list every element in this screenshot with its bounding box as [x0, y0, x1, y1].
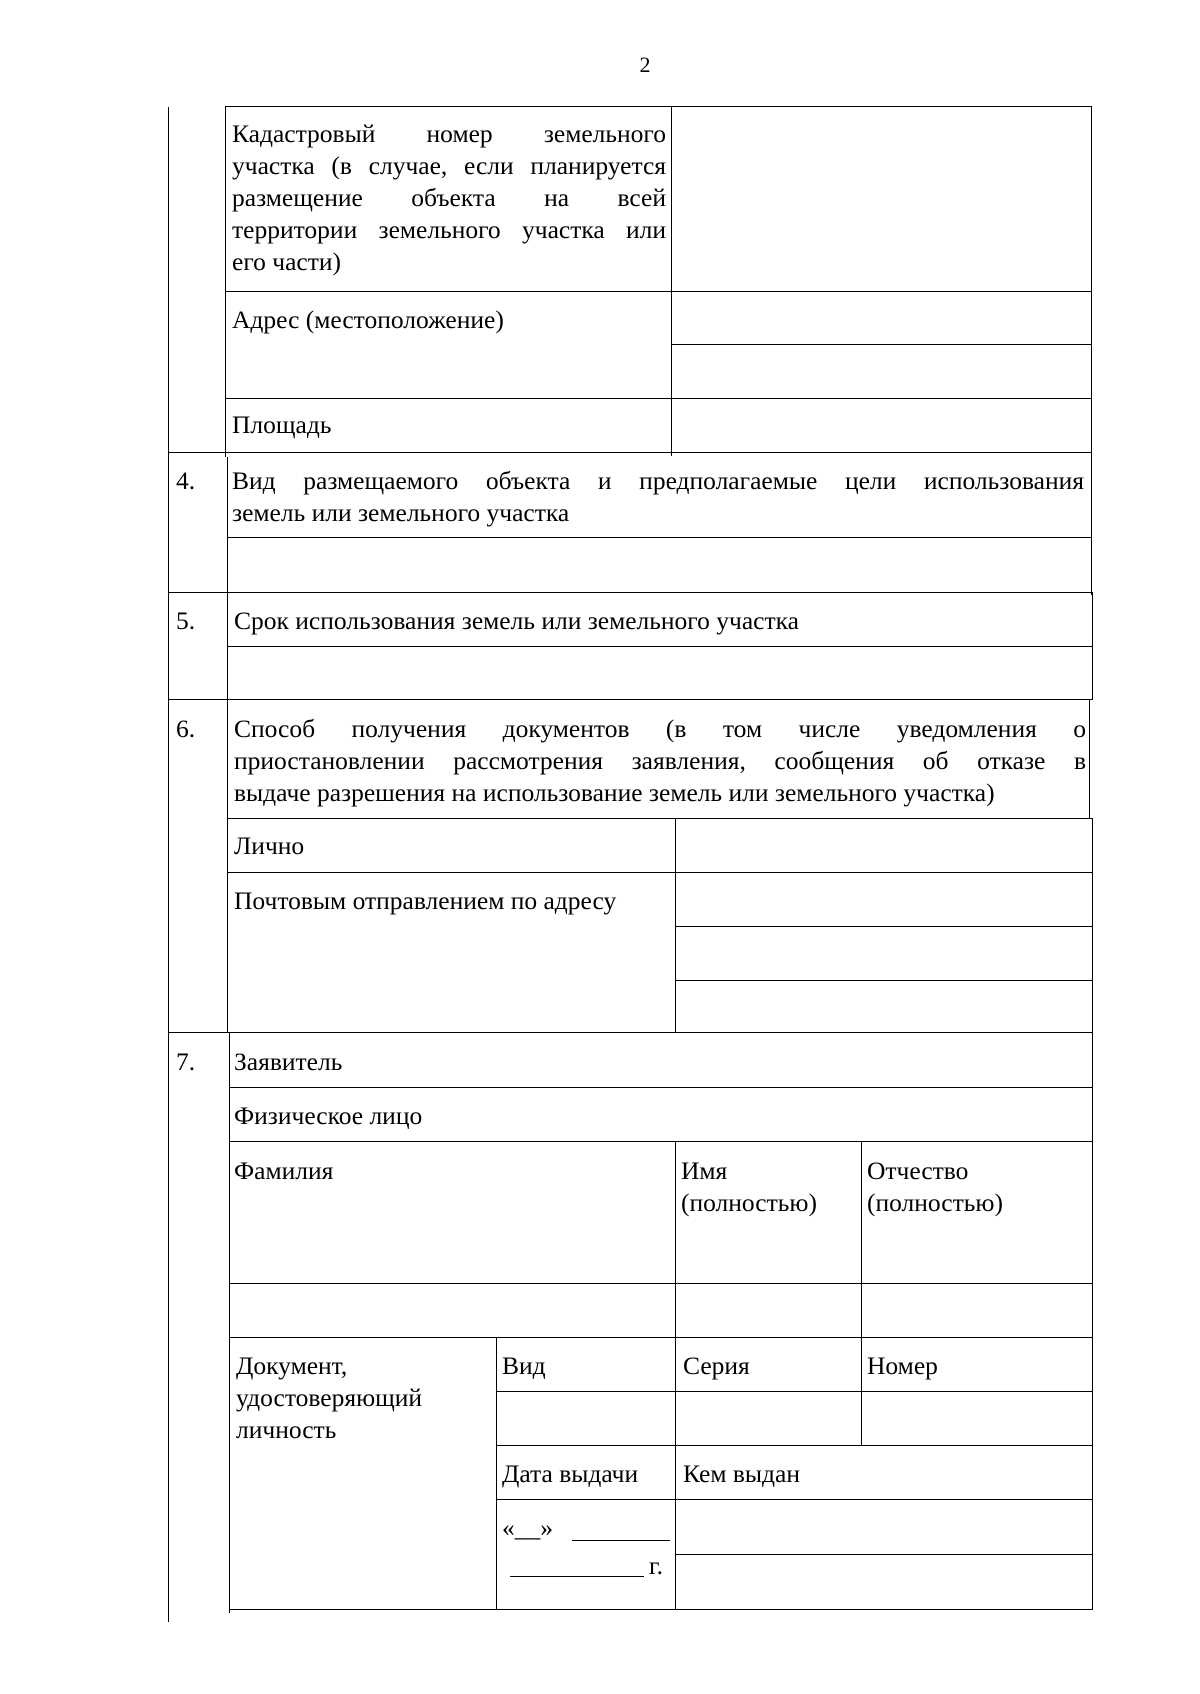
doc-number-label: Номер [867, 1351, 938, 1380]
issue-date-day-template: «__» [502, 1513, 553, 1542]
plot-value-divider [671, 106, 672, 456]
item6-label [234, 713, 1086, 809]
cadastral-number-label [232, 118, 666, 278]
doc-type-series-divider [675, 1337, 676, 1610]
item6-number: 6. [176, 714, 196, 743]
personal-row-top [227, 818, 1093, 819]
patronymic-label [867, 1155, 1087, 1219]
item6-top-border [168, 699, 1093, 700]
surname-label: Фамилия [234, 1156, 334, 1185]
table-right-border-item6 [1089, 699, 1090, 819]
address-label: Адрес (местоположение) [232, 305, 504, 334]
delivery-option-personal: Лично [234, 831, 305, 860]
id-document-label [236, 1350, 486, 1446]
item4-number: 4. [176, 466, 196, 495]
address-value-line-1 [671, 344, 1092, 345]
cadastral-label-line-4: территории земельного участка или [232, 215, 666, 244]
item4-label-line-1: Вид размещаемого объекта и предполагаемые цели использования [232, 466, 1084, 495]
table-top-border [225, 106, 1092, 107]
issue-date-label: Дата выдачи [502, 1459, 639, 1488]
item5-label: Срок использования земель или земельного участка [234, 606, 799, 635]
applicant-label: Заявитель [234, 1047, 343, 1076]
cadastral-label-line-3: размещение объекта на всей [232, 183, 666, 212]
address-row-bottom [225, 398, 1092, 399]
doc-series-label: Серия [683, 1351, 750, 1380]
item4-value-top [227, 537, 1092, 538]
name-values-bottom [229, 1337, 1093, 1338]
issued-by-line-1 [675, 1554, 1093, 1555]
item7-number: 7. [176, 1047, 196, 1076]
issue-date-month-blank [572, 1540, 670, 1541]
issued-by-label: Кем выдан [683, 1459, 800, 1488]
content-left-border-top [225, 107, 226, 457]
cadastral-label-line-1: Кадастровый номер земельного [232, 119, 666, 148]
issue-row-bottom [496, 1499, 1093, 1500]
first-name-label-line-1: Имя [681, 1156, 728, 1185]
table-bottom-border [229, 1609, 1093, 1610]
cadastral-label-line-2: участка (в случае, если планируется [232, 151, 666, 180]
first-name-label [681, 1155, 857, 1219]
mail-address-line-1 [675, 926, 1093, 927]
table-right-border-top [1091, 106, 1092, 595]
area-label: Площадь [232, 410, 332, 439]
item4-top-border [168, 452, 1092, 453]
individual-row-bottom [229, 1141, 1093, 1142]
doc-type-label: Вид [502, 1351, 546, 1380]
doc-values-bottom [496, 1445, 1093, 1446]
id-document-label-line-1: Документ, [236, 1351, 348, 1380]
individual-label: Физическое лицо [234, 1101, 423, 1130]
name-header-bottom [229, 1283, 1093, 1284]
item6-label-line-2: приостановлении рассмотрения заявления, сообщения об отказе в [234, 746, 1086, 775]
content-left-border-bottom [229, 1033, 230, 1613]
item4-label-line-2: земель или земельного участка [232, 498, 570, 527]
item6-label-line-3: выдаче разрешения на использование земель или земельного участка) [234, 778, 995, 807]
item5-top-border [168, 592, 1092, 593]
table-right-border-item7 [1092, 1032, 1093, 1610]
cadastral-label-line-5: его части) [232, 247, 342, 276]
id-document-label-line-3: личность [236, 1415, 337, 1444]
patronymic-label-line-2: (полностью) [867, 1188, 1003, 1217]
item4-label [232, 465, 1084, 529]
doc-label-divider [496, 1337, 497, 1610]
doc-header-bottom [496, 1391, 1093, 1392]
name-patronymic-divider [861, 1141, 862, 1337]
item5-number: 5. [176, 606, 196, 635]
left-column-border [168, 107, 169, 1622]
item6-label-line-1: Способ получения документов (в том числе уведомления о [234, 714, 1086, 743]
patronymic-label-line-1: Отчество [867, 1156, 969, 1185]
cadastral-row-bottom [225, 291, 1092, 292]
personal-row-bottom [227, 872, 1093, 873]
mail-address-line-2 [675, 980, 1093, 981]
item7-top-border [168, 1032, 1093, 1033]
delivery-option-mail: Почтовым отправлением по адресу [234, 886, 617, 915]
applicant-row-bottom [229, 1087, 1093, 1088]
issue-date-year-blank [510, 1576, 644, 1577]
content-left-border-mid [227, 457, 228, 1033]
table-right-border-mid [1092, 592, 1093, 700]
first-name-label-line-2: (полностью) [681, 1188, 817, 1217]
issue-date-year-suffix: г. [649, 1551, 663, 1580]
surname-name-divider [675, 1141, 676, 1337]
page-number: 2 [639, 52, 651, 77]
item5-value-top [227, 646, 1092, 647]
id-document-label-line-2: удостоверяющий [236, 1383, 423, 1412]
